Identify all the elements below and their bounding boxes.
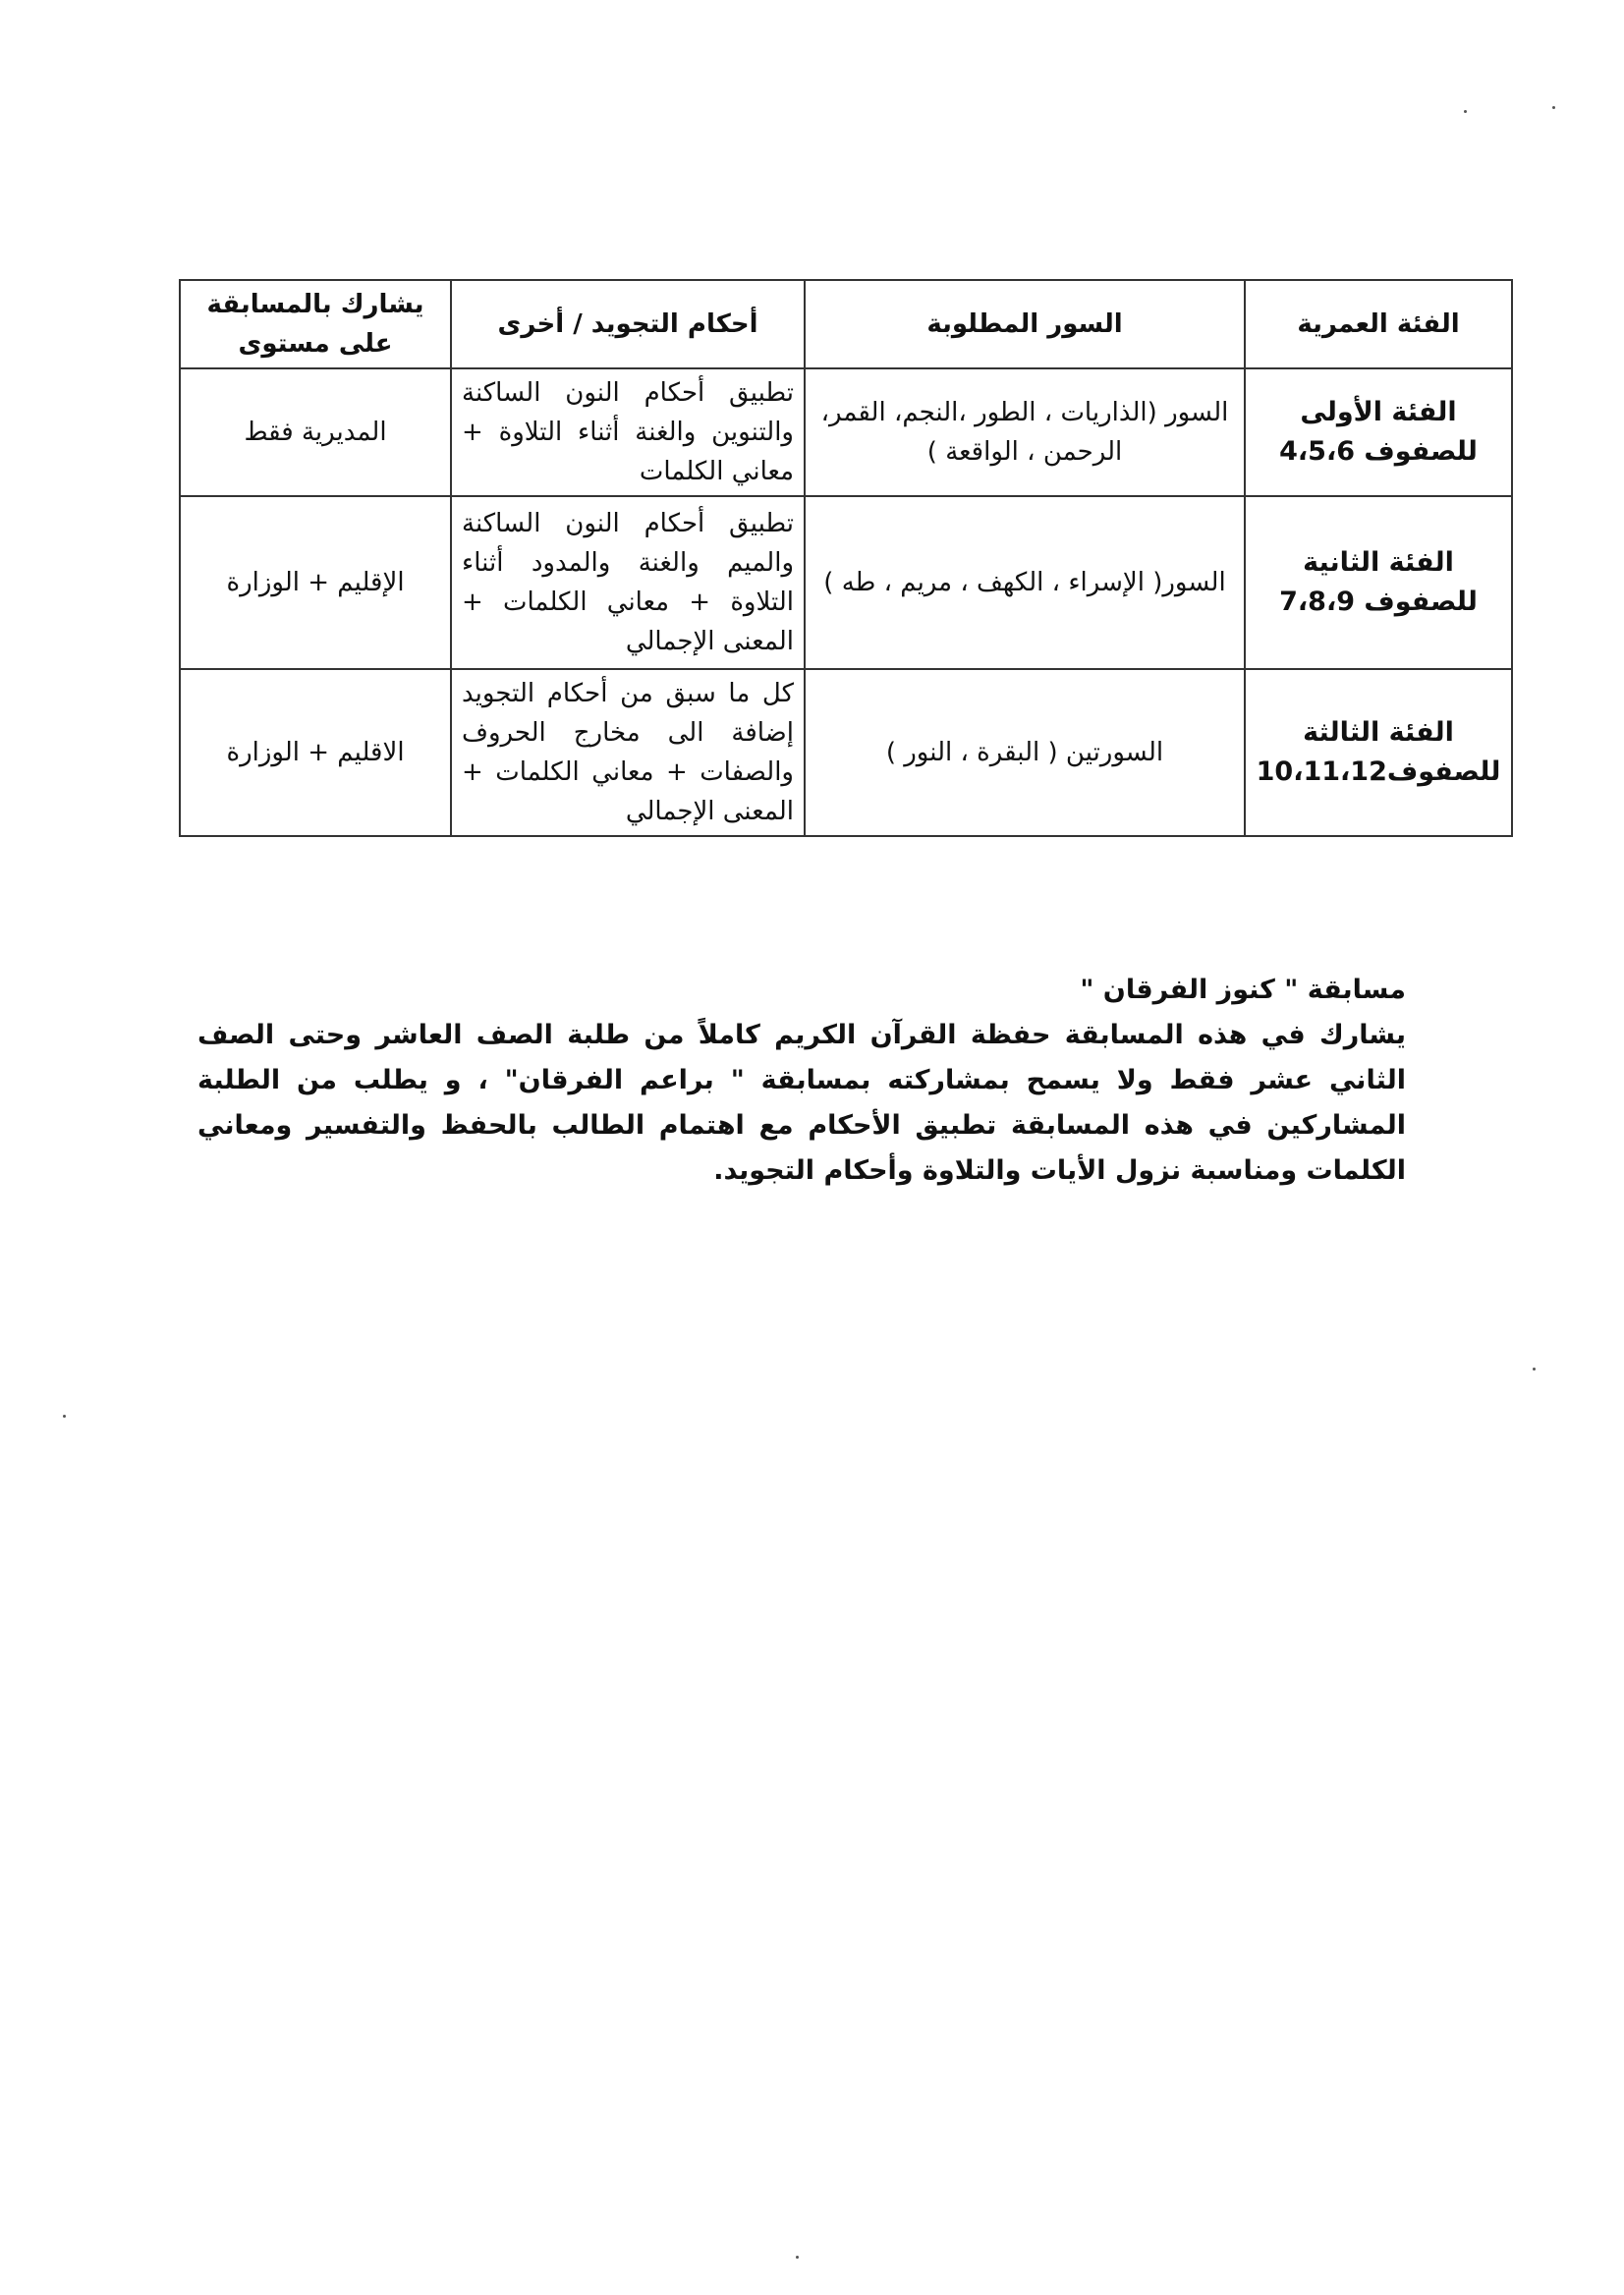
- competition-heading: مسابقة " كنوز الفرقان ": [1080, 975, 1406, 1005]
- header-level: يشارك بالمسابقة على مستوى: [180, 280, 451, 368]
- scan-speck: [1464, 110, 1467, 113]
- tajweed-cell: كل ما سبق من أحكام التجويد إضافة الى مخارج الحروف والصفات + معاني الكلمات + المعنى الإجمالي: [451, 669, 805, 836]
- table-row: [180, 669, 1512, 836]
- table-header-row: [180, 280, 1512, 368]
- competition-table: [179, 279, 1513, 837]
- age-group-label: الفئة الثالثة: [1303, 717, 1454, 748]
- scan-speck: [1552, 106, 1555, 109]
- age-group-cell: [1245, 496, 1512, 669]
- table-row: [180, 496, 1512, 669]
- competition-description: [197, 968, 1406, 1194]
- tajweed-cell: تطبيق أحكام النون الساكنة والتنوين والغنة أثناء التلاوة + معاني الكلمات: [451, 368, 805, 496]
- surahs-cell: السورتين ( البقرة ، النور ): [805, 669, 1245, 836]
- scan-speck: [796, 2256, 799, 2259]
- competition-body: يشارك في هذه المسابقة حفظة القرآن الكريم كاملاً من طلبة الصف العاشر وحتى الصف الثاني عشر فقط ولا يسمح بمشاركته بمسابقة " براعم الفرقان" ، و يطلب من الطلبة المشاركين في هذه المسابقة تطبيق الأحكام مع اهتمام الطالب بالحفظ والتفسير ومعاني الكلمات ومناسبة نزول الأيات والتلاوة وأحكام التجويد.: [197, 1020, 1406, 1186]
- scan-speck: [63, 1415, 66, 1418]
- scan-speck: [1533, 1368, 1536, 1371]
- age-group-label: الفئة الأولى: [1300, 397, 1457, 427]
- header-age-group: الفئة العمرية: [1245, 280, 1512, 368]
- surahs-cell: السور( الإسراء ، الكهف ، مريم ، طه ): [805, 496, 1245, 669]
- age-group-cell: [1245, 368, 1512, 496]
- tajweed-cell: تطبيق أحكام النون الساكنة والميم والغنة والمدود أثناء التلاوة + معاني الكلمات + المعنى الإجمالي: [451, 496, 805, 669]
- competition-table-wrapper: [179, 279, 1511, 837]
- level-cell: الاقليم + الوزارة: [180, 669, 451, 836]
- grades-label: للصفوف10،11،12: [1256, 756, 1501, 787]
- table-row: [180, 368, 1512, 496]
- surahs-cell: السور (الذاريات ، الطور ،النجم، القمر، الرحمن ، الواقعة ): [805, 368, 1245, 496]
- grades-label: للصفوف 4،5،6: [1279, 436, 1478, 467]
- level-cell: الإقليم + الوزارة: [180, 496, 451, 669]
- grades-label: للصفوف 7،8،9: [1279, 587, 1478, 617]
- header-tajweed: أحكام التجويد / أخرى: [451, 280, 805, 368]
- header-surahs: السور المطلوبة: [805, 280, 1245, 368]
- level-cell: المديرية فقط: [180, 368, 451, 496]
- age-group-cell: [1245, 669, 1512, 836]
- age-group-label: الفئة الثانية: [1303, 547, 1454, 578]
